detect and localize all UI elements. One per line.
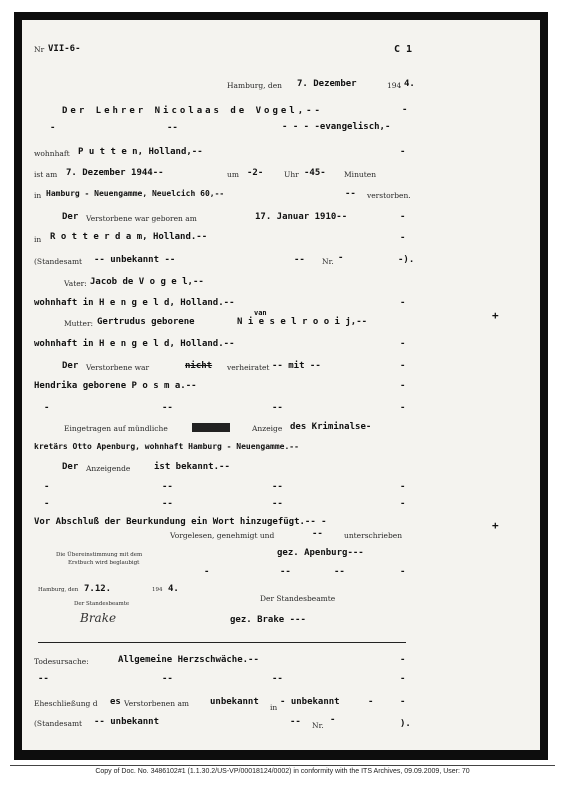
form-code: C 1 [394, 44, 413, 55]
nr-close: -). [398, 255, 415, 265]
uhr-label: Uhr [284, 170, 299, 179]
marriage-of-typed: es [110, 697, 121, 707]
final-nr-label: Nr. [312, 721, 324, 730]
residence-label: wohnhaft [34, 149, 70, 158]
cert-year-prefix: 194 [152, 587, 163, 593]
filler-dash: - [400, 361, 406, 371]
filler-dash: -- [280, 567, 291, 577]
document-date: 7. Dezember [297, 79, 357, 89]
filler-dash: - [400, 697, 406, 707]
residence: P u t t e n, Holland,-- [78, 147, 203, 157]
marriage-date: unbekannt [210, 697, 259, 707]
cause-value: Allgemeine Herzschwäche.-- [118, 655, 259, 665]
um-label: um [227, 170, 239, 179]
filler-dash: - [400, 482, 406, 492]
van-insert: van [254, 309, 267, 317]
filler-dash: -- [162, 403, 173, 413]
death-date: 7. Dezember 1944-- [66, 168, 164, 178]
marriage-of-label: Eheschließung d [34, 699, 98, 708]
filler-dash: -- [162, 499, 173, 509]
filler-dash: -- [162, 674, 173, 684]
der-typed: Der [62, 462, 79, 472]
filler-dash: - [400, 147, 406, 157]
section-divider [38, 642, 406, 643]
der-typed: Der [62, 212, 79, 222]
filler-dash: - [204, 567, 210, 577]
official-right-label: Der Standesbeamte [260, 594, 336, 603]
death-hour: -2- [247, 168, 264, 178]
archive-footer: Copy of Doc. No. 3486102#1 (1.1.30.2/US-VP/00018124/0002) in conformity with the ITS Archives, 09.09.2009, User: 70 [95, 768, 470, 775]
final-standesamt-label: (Standesamt [34, 719, 83, 728]
filler-dash: -- [345, 189, 356, 199]
filler-dash: - [400, 567, 406, 577]
filler-dash: - [400, 381, 406, 391]
reporter-known: ist bekannt.-- [154, 462, 230, 472]
death-minutes: -45- [304, 168, 326, 178]
mother-label: Mutter: [64, 319, 94, 328]
nr-label: Nr. [322, 257, 334, 266]
punch-mark: + [492, 519, 499, 532]
father-label: Vater: [64, 279, 87, 288]
father-residence: wohnhaft in H e n g e l d, Holland.-- [34, 298, 235, 308]
final-nr-mark: - [330, 715, 336, 725]
struck-nicht: nicht [185, 361, 213, 371]
filler-dash: - [44, 482, 50, 492]
anzeige-label: Anzeige [252, 424, 283, 433]
register-no: VII-6- [48, 44, 81, 54]
birth-standesamt: -- unbekannt -- [94, 255, 176, 265]
spouse-name: Hendrika geborene P o s m a.-- [34, 381, 197, 391]
born-label: Verstorbene war geboren am [86, 214, 197, 223]
verheiratet-label: verheiratet [227, 363, 270, 372]
read-label: Vorgelesen, genehmigt und [170, 531, 275, 540]
marriage-place: - unbekannt [280, 697, 340, 707]
filler-dash: -- [272, 499, 283, 509]
year-digit: 4. [404, 79, 415, 89]
final-nr-close: ). [400, 719, 411, 729]
filler-dash: -- [312, 529, 323, 539]
report-label: Eingetragen auf mündliche [64, 424, 168, 433]
filler-dash: - [400, 674, 406, 684]
filler-dash: - [400, 233, 406, 243]
standesamt-label: (Standesamt [34, 257, 83, 266]
filler-dash: - [400, 403, 406, 413]
filler-dash: -- [290, 717, 301, 727]
birth-date: 17. Januar 1910-- [255, 212, 348, 222]
cause-label: Todesursache: [34, 657, 89, 666]
filler-dash: -- [167, 123, 178, 133]
filler-dash: -- [334, 567, 345, 577]
footer-rule [10, 765, 555, 766]
closing-note: Vor Abschluß der Beurkundung ein Wort hinzugefügt.-- - [34, 517, 327, 527]
death-certificate-page [22, 20, 540, 750]
birth-place: R o t t e r d a m, Holland.-- [50, 232, 208, 242]
filler-dash: -- [272, 403, 283, 413]
religion: - - - -evangelisch,- [282, 122, 391, 132]
filler-dash: -- [272, 482, 283, 492]
minuten-label: Minuten [344, 170, 377, 179]
died-label: ist am [34, 170, 58, 179]
signed-by: gez. Apenburg--- [277, 548, 364, 558]
cert-place-label: Hamburg, den [38, 587, 79, 593]
anzeigende-label: Anzeigende [86, 464, 131, 473]
year-prefix: 194 [387, 81, 402, 90]
marriage-in-label: in [270, 703, 278, 712]
filler-dash: -- [38, 674, 49, 684]
official-signed: gez. Brake --- [230, 615, 306, 625]
reporter-line2: kretärs Otto Apenburg, wohnhaft Hamburg - Neuengamme.-- [34, 442, 299, 451]
filler-dash: - [400, 339, 406, 349]
deceased-line: Der Lehrer Nicolaas de Vogel,-- [62, 106, 323, 116]
marriage-text: Verstorbenen am [124, 699, 190, 708]
struck-out-text: xxxxxxx [192, 422, 230, 432]
mother-surname: N i e s e l r o o i j,-- [237, 317, 368, 327]
certify-line1: Die Übereinstimmung mit dem [56, 552, 143, 558]
cert-year-digit: 4. [168, 584, 179, 594]
filler-dash: - [402, 105, 408, 115]
official-left-label: Der Standesbeamte [74, 601, 130, 607]
filler-dash: - [50, 123, 56, 133]
handwritten-signature: Brake [80, 611, 117, 625]
filler-dash: - [368, 697, 374, 707]
filler-dash: -- [272, 674, 283, 684]
punch-mark: + [492, 309, 499, 322]
signed-label: unterschrieben [344, 531, 403, 540]
mother-residence: wohnhaft in H e n g e l d, Holland.-- [34, 339, 235, 349]
filler-dash: - [400, 212, 406, 222]
cert-date: 7.12. [84, 584, 112, 594]
marriage-text-label: Verstorbene war [86, 363, 150, 372]
filler-dash: - [44, 499, 50, 509]
father-name: Jacob de V o g e l,-- [90, 277, 204, 287]
filler-dash: - [400, 499, 406, 509]
filler-dash: - [400, 298, 406, 308]
filler-dash: -- [162, 482, 173, 492]
in-label: in [34, 191, 42, 200]
mit-text: -- mit -- [272, 361, 321, 371]
verstorben-label: verstorben. [367, 191, 411, 200]
certify-line2: Erstbuch wird beglaubigt [68, 560, 140, 566]
place-date-label: Hamburg, den [227, 81, 282, 90]
birth-in-label: in [34, 235, 42, 244]
mother-name: Gertrudus geborene [97, 317, 195, 327]
der-typed: Der [62, 361, 79, 371]
final-standesamt: -- unbekannt [94, 717, 160, 727]
reporter-line1: des Kriminalse- [290, 422, 372, 432]
death-place: Hamburg - Neuengamme, Neuelcich 60,-- [46, 189, 225, 198]
filler-dash: - [400, 655, 406, 665]
register-no-label: Nr [34, 45, 45, 54]
filler-dash: - [44, 403, 50, 413]
filler-dash: -- [294, 255, 305, 265]
nr-mark: - [338, 253, 344, 263]
